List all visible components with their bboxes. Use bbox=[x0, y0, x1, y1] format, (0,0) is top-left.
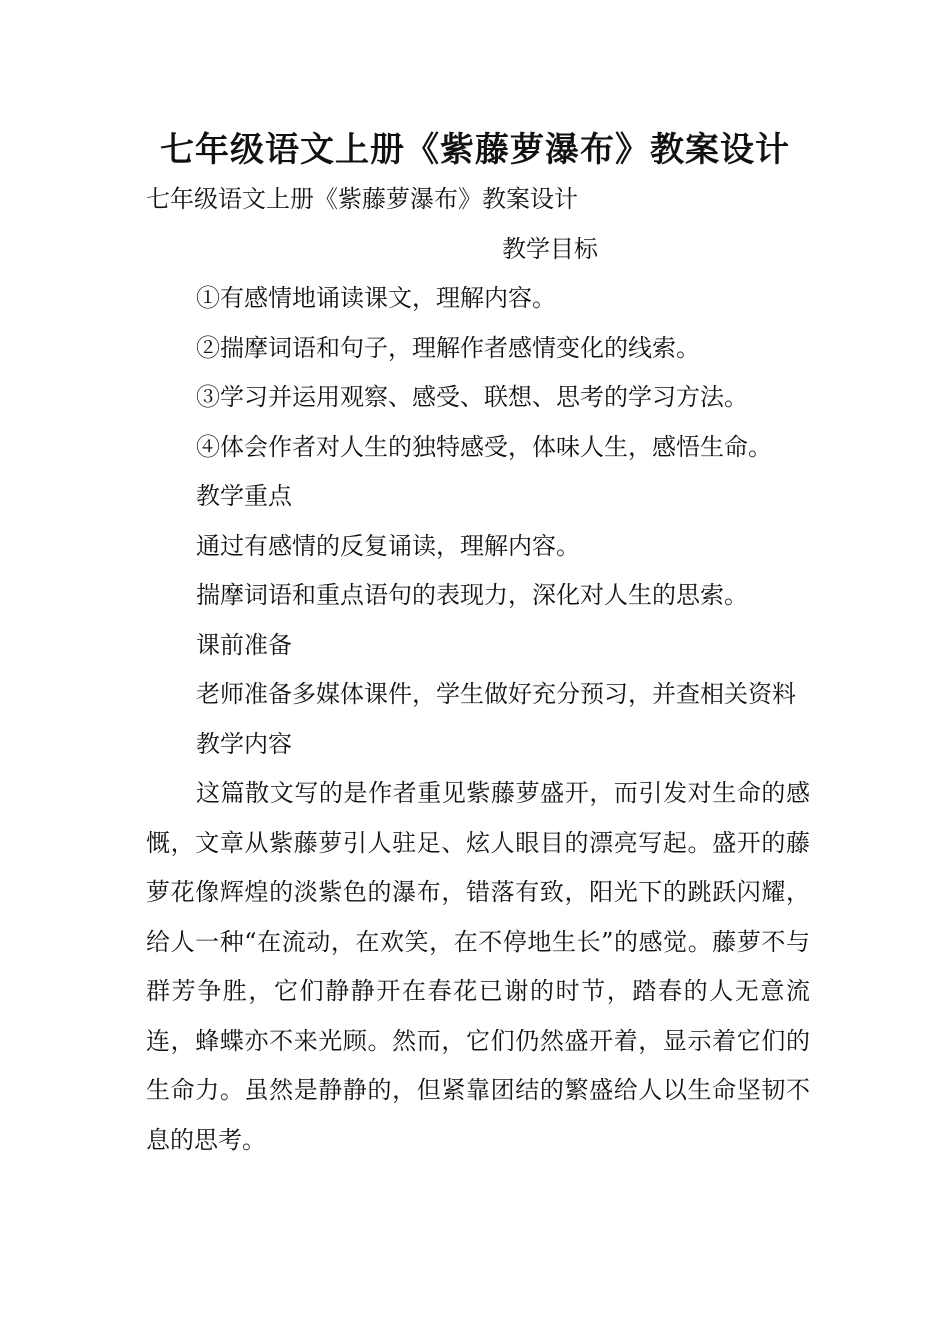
objective-item-4: ④体会作者对人生的独特感受，体味人生，感悟生命。 bbox=[196, 432, 772, 461]
objective-item-2: ②揣摩词语和句子，理解作者感情变化的线索。 bbox=[196, 333, 700, 362]
key-points-heading: 教学重点 bbox=[196, 482, 292, 510]
key-point-item-1: 通过有感情的反复诵读，理解内容。 bbox=[196, 531, 580, 560]
preparation-paragraph: 老师准备多媒体课件，学生做好充分预习，并查相关资料 bbox=[196, 680, 796, 708]
objective-item-1: ①有感情地诵读课文，理解内容。 bbox=[196, 284, 556, 312]
document-subtitle: 七年级语文上册《紫藤萝瀑布》教案设计 bbox=[146, 185, 578, 213]
key-point-item-2: 揣摩词语和重点语句的表现力，深化对人生的思索。 bbox=[196, 581, 748, 609]
document-body bbox=[146, 175, 810, 1165]
document-title: 七年级语文上册《紫藤萝瀑布》教案设计 bbox=[160, 130, 790, 170]
content-paragraph: 这篇散文写的是作者重见紫藤萝盛开，而引发对生命的感慨，文章从紫藤萝引人驻足、炫人眼目的漂亮写起。盛开的藤萝花像辉煌的淡紫色的瀑布，错落有致，阳光下的跳跃闪耀，给人一种“在流动，在欢笑，在不停地生长”的感觉。藤萝不与群芳争胜，它们静静开在春花已谢的时节，踏春的人无意流连，蜂蝶亦不来光顾。然而，它们仍然盛开着，显示着它们的生命力。虽然是静静的，但紧靠团结的繁盛给人以生命坚韧不息的思考。 bbox=[146, 779, 810, 1154]
objective-item-3: ③学习并运用观察、感受、联想、思考的学习方法。 bbox=[196, 383, 748, 411]
objectives-heading: 教学目标 bbox=[502, 234, 598, 263]
content-heading: 教学内容 bbox=[196, 729, 292, 758]
preparation-heading: 课前准备 bbox=[196, 630, 292, 659]
